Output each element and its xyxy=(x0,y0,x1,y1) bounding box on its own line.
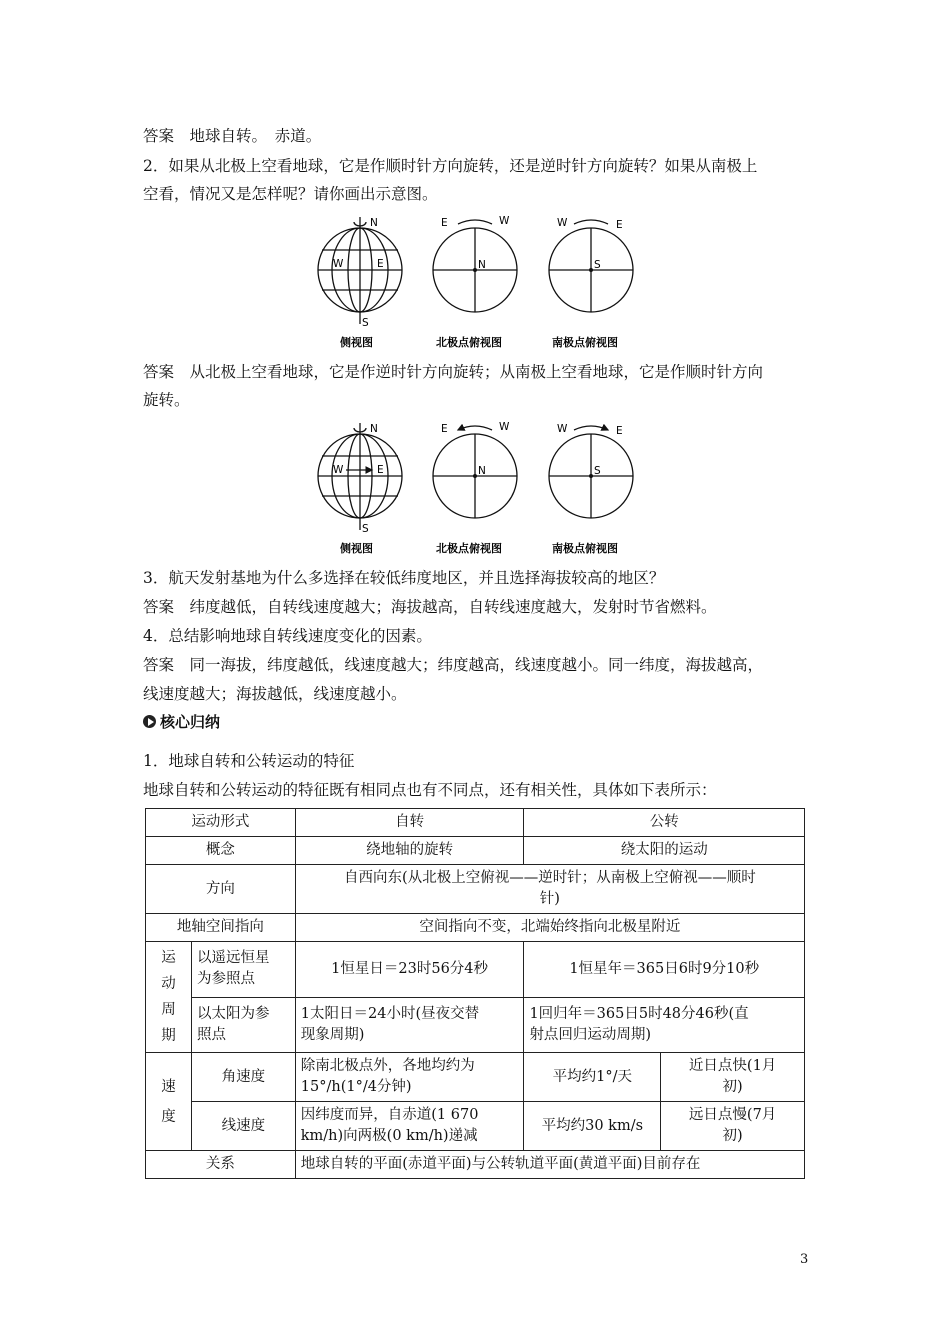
cell-line: 初) xyxy=(722,1079,743,1095)
play-icon xyxy=(143,715,156,728)
cell-line: 速 xyxy=(161,1078,176,1095)
table-cell xyxy=(191,942,295,998)
cell-line: 15°/h(1°/4分钟) xyxy=(300,1079,412,1095)
table-row xyxy=(146,997,805,1053)
label-w: W xyxy=(333,258,344,270)
section-heading xyxy=(143,711,220,732)
label-w: W xyxy=(557,217,568,229)
question-4: 4．总结影响地球自转线速度变化的因素。 xyxy=(143,627,432,645)
cell-line: 运 xyxy=(161,950,176,966)
question-2-line2: 空看，情况又是怎样呢？请你画出示意图。 xyxy=(143,185,438,203)
table-row xyxy=(146,1151,805,1179)
table-cell: 平均约1°/天 xyxy=(524,1053,661,1102)
point-1-intro: 地球自转和公转运动的特征既有相同点也有不同点，还有相关性，具体如下表所示： xyxy=(143,781,717,799)
label-s: S xyxy=(362,317,369,329)
table-cell xyxy=(146,942,192,1053)
label-s: S xyxy=(594,259,601,271)
caption-north: 北极点俯视图 xyxy=(436,542,502,555)
caption-north: 北极点俯视图 xyxy=(436,336,502,349)
label-e: E xyxy=(377,258,384,270)
table-cell: 线速度 xyxy=(191,1102,295,1151)
table-row xyxy=(146,1102,805,1151)
table-row xyxy=(146,942,805,998)
cell-line: km/h)向两极(0 km/h)递减 xyxy=(300,1128,478,1144)
cell-line: 期 xyxy=(161,1028,176,1044)
caption-south: 南极点俯视图 xyxy=(552,542,618,555)
label-w: W xyxy=(557,423,568,435)
cell-line: 初) xyxy=(722,1128,743,1144)
label-s: S xyxy=(362,523,369,535)
table-cell xyxy=(661,1053,805,1102)
table-cell: 空间指向不变，北端始终指向北极星附近 xyxy=(295,914,804,942)
label-n: N xyxy=(370,423,378,435)
table-cell: 关系 xyxy=(146,1151,296,1179)
cell-line: 针) xyxy=(539,891,560,907)
cell-line: 因纬度而异，自赤道(1 670 xyxy=(300,1107,479,1123)
label-e: E xyxy=(441,423,448,435)
cell-line: 1回归年＝365日5时48分46秒(直 xyxy=(529,1005,749,1022)
table-cell xyxy=(295,865,804,914)
question-2-line1: 2．如果从北极上空看地球，它是作顺时针方向旋转，还是逆时针方向旋转？如果从南极上 xyxy=(143,157,758,175)
table-cell xyxy=(295,1053,524,1102)
table-cell: 地轴空间指向 xyxy=(146,914,296,942)
rotation-revolution-table xyxy=(145,808,805,1179)
table-row xyxy=(146,809,805,837)
section-heading-text: 核心归纳 xyxy=(160,713,221,731)
cell-line: 近日点快(1月 xyxy=(688,1058,777,1074)
cell-line: 1太阳日＝24小时(昼夜交替 xyxy=(300,1005,480,1022)
table-row xyxy=(146,837,805,865)
table-cell: 方向 xyxy=(146,865,296,914)
label-n: N xyxy=(478,465,486,477)
table-cell: 1恒星年＝365日6时9分10秒 xyxy=(524,942,805,998)
table-cell: 自转 xyxy=(295,809,524,837)
table-cell xyxy=(524,997,805,1053)
table-cell: 平均约30 km/s xyxy=(524,1102,661,1151)
answer-1: 答案 地球自转。 赤道。 xyxy=(143,127,322,145)
table-cell xyxy=(191,997,295,1053)
cell-line: 自西向东(从北极上空俯视——逆时针；从南极上空俯视——顺时 xyxy=(344,870,756,886)
answer-4-line1: 答案 同一海拔，纬度越低，线速度越大；纬度越高，线速度越小。同一纬度，海拔越高， xyxy=(143,656,764,674)
cell-line: 动 xyxy=(161,976,176,992)
cell-line: 度 xyxy=(161,1108,176,1125)
table-cell xyxy=(661,1102,805,1151)
question-3: 3．航天发射基地为什么多选择在较低纬度地区，并且选择海拔较高的地区？ xyxy=(143,569,665,587)
answer-3: 答案 纬度越低，自转线速度越大；海拔越高，自转线速度越大，发射时节省燃料。 xyxy=(143,598,717,616)
cell-line: 照点 xyxy=(196,1026,226,1043)
cell-line: 远日点慢(7月 xyxy=(688,1107,777,1123)
cell-line: 周 xyxy=(161,1002,176,1018)
cell-line: 为参照点 xyxy=(196,971,255,988)
label-w: W xyxy=(333,464,344,476)
table-cell: 公转 xyxy=(524,809,805,837)
rotation-diagram-answer xyxy=(300,418,650,558)
rotation-diagram-question xyxy=(300,212,650,352)
table-row xyxy=(146,914,805,942)
cell-line: 除南北极点外，各地均约为 xyxy=(300,1058,475,1074)
label-s: S xyxy=(594,465,601,477)
table-cell: 地球自转的平面(赤道平面)与公转轨道平面(黄道平面)目前存在 xyxy=(295,1151,804,1179)
label-e: E xyxy=(441,217,448,229)
caption-side: 侧视图 xyxy=(340,336,373,349)
table-cell: 绕太阳的运动 xyxy=(524,837,805,865)
table-cell: 角速度 xyxy=(191,1053,295,1102)
answer-2-line1: 答案 从北极上空看地球，它是作逆时针方向旋转；从南极上空看地球，它是作顺时针方向 xyxy=(143,363,764,381)
cell-line: 以太阳为参 xyxy=(196,1005,270,1022)
page-number: 3 xyxy=(800,1252,809,1267)
label-e: E xyxy=(377,464,384,476)
cell-line: 现象周期) xyxy=(300,1026,365,1043)
answer-4-line2: 线速度越大；海拔越低，线速度越小。 xyxy=(143,685,407,703)
caption-side: 侧视图 xyxy=(340,542,373,555)
table-cell xyxy=(146,1053,192,1151)
label-w: W xyxy=(499,421,510,433)
caption-south: 南极点俯视图 xyxy=(552,336,618,349)
table-cell: 概念 xyxy=(146,837,296,865)
table-row xyxy=(146,1053,805,1102)
label-w: W xyxy=(499,215,510,227)
table-cell: 绕地轴的旋转 xyxy=(295,837,524,865)
table-cell: 1恒星日＝23时56分4秒 xyxy=(295,942,524,998)
table-row xyxy=(146,865,805,914)
table-cell xyxy=(295,997,524,1053)
table-cell: 运动形式 xyxy=(146,809,296,837)
cell-line: 射点回归运动周期) xyxy=(529,1026,652,1043)
table-cell xyxy=(295,1102,524,1151)
label-e: E xyxy=(616,219,623,231)
cell-line: 以遥远恒星 xyxy=(196,950,270,967)
label-n: N xyxy=(370,217,378,229)
point-1-title: 1．地球自转和公转运动的特征 xyxy=(143,752,355,770)
label-n: N xyxy=(478,259,486,271)
answer-2-line2: 旋转。 xyxy=(143,391,190,409)
label-e: E xyxy=(616,425,623,437)
